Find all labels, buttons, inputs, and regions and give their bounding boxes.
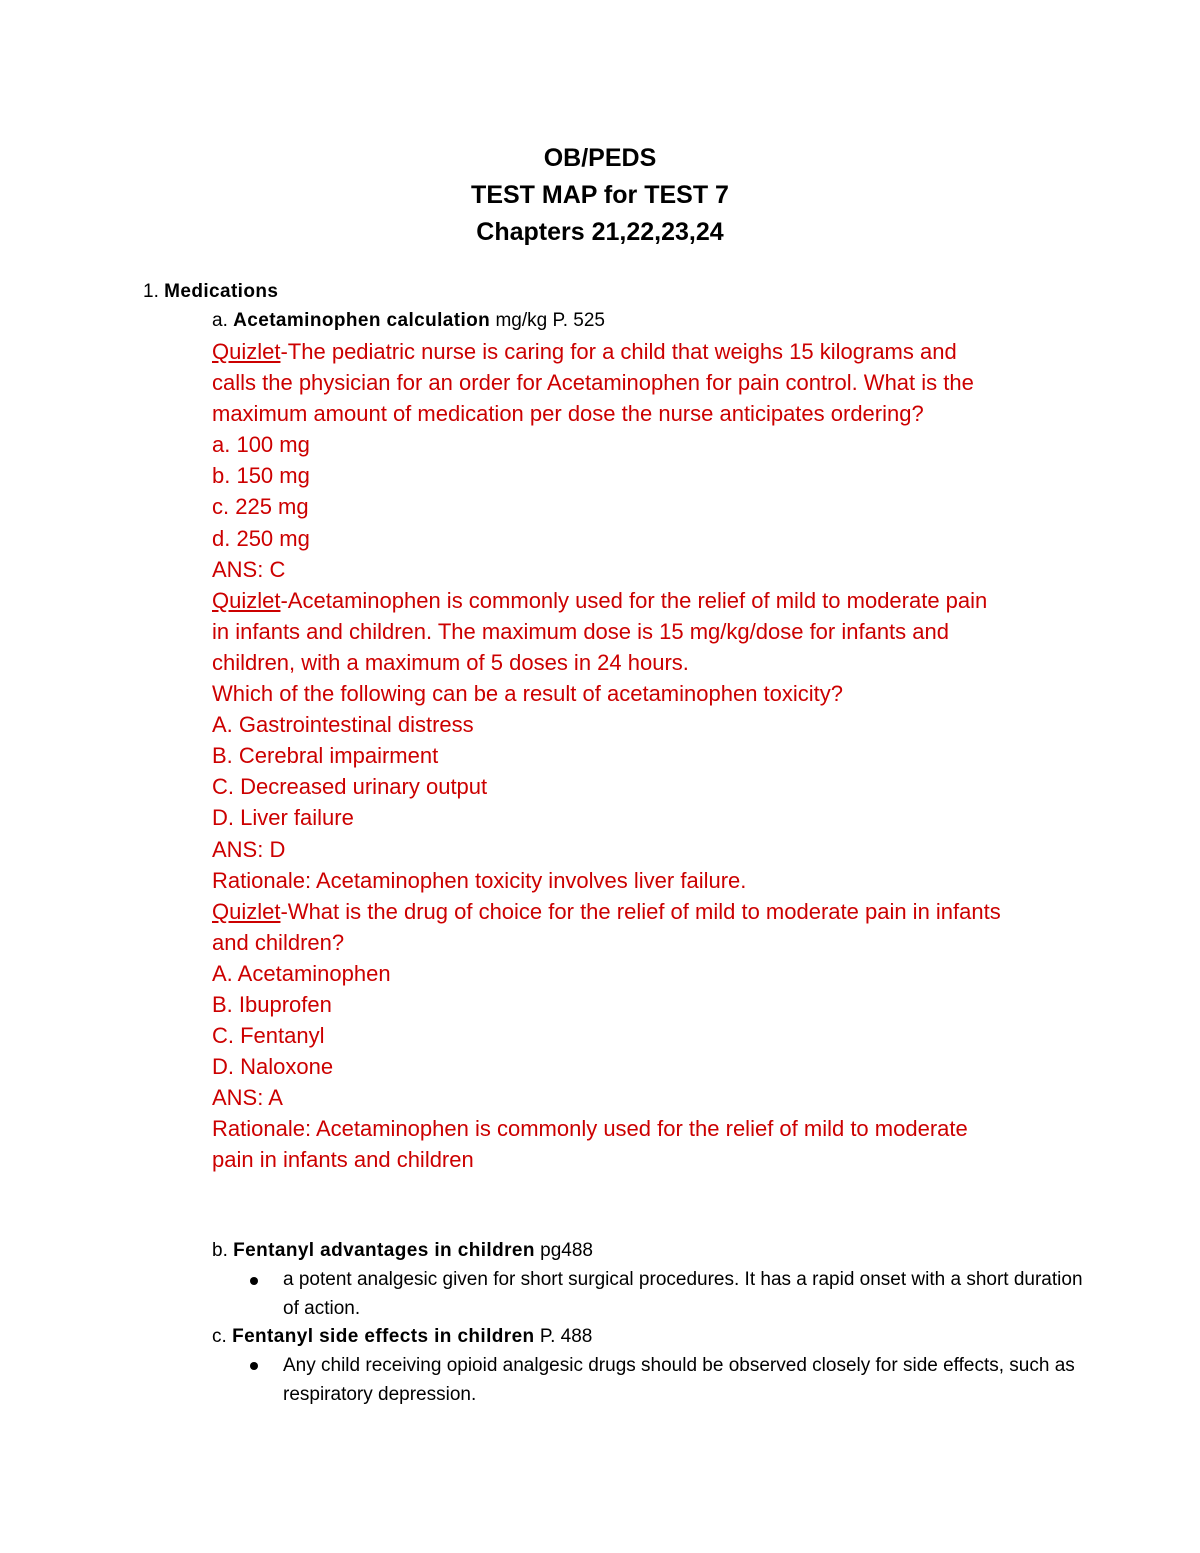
doc-subtitle: TEST MAP for TEST 7 (471, 181, 729, 209)
quiz4-line2: and children? (212, 929, 345, 955)
quiz1-option-d: d. 250 mg (212, 525, 310, 551)
quiz3-question: Which of the following can be a result of acetaminophen toxicity? (212, 681, 844, 707)
item-c-heading (212, 1325, 592, 1349)
item-a-heading (212, 309, 605, 333)
quiz2-line2: in infants and children. The maximum dose is 15 mg/kg/dose for infants and (212, 618, 949, 644)
bullet-dot (250, 1277, 258, 1285)
section-number: 1. (143, 281, 159, 302)
quiz2-line1: Quizlet-Acetaminophen is commonly used for the relief of mild to moderate pain (212, 587, 988, 613)
quizlet-link: Quizlet (212, 339, 281, 364)
quiz4-option-c: C. Fentanyl (212, 1023, 325, 1049)
quiz3-rationale: Rationale: Acetaminophen toxicity involves liver failure. (212, 867, 747, 893)
quiz4-option-a: A. Acetaminophen (212, 960, 391, 986)
item-c-suffix: P. 488 (539, 1326, 593, 1347)
bullet-dot (250, 1362, 258, 1370)
quizlet-notes (212, 336, 1092, 1176)
quiz3-option-c: C. Decreased urinary output (212, 774, 488, 800)
item-b-letter: b. (212, 1240, 228, 1261)
quiz4-rationale-line2: pain in infants and children (212, 1147, 474, 1173)
quiz3-option-a: A. Gastrointestinal distress (212, 712, 474, 738)
quiz4-line1: Quizlet-What is the drug of choice for the relief of mild to moderate pain in infants (212, 898, 1001, 924)
quiz1-answer: ANS: C (212, 556, 286, 582)
doc-chapters: Chapters 21,22,23,24 (476, 218, 724, 246)
item-a-letter: a. (212, 310, 228, 331)
item-c-letter: c. (212, 1326, 227, 1347)
quizlet-link: Quizlet (212, 587, 281, 613)
item-a-suffix: mg/kg P. 525 (495, 310, 605, 331)
quiz3-option-d: D. Liver failure (212, 805, 354, 831)
quiz1-option-a: a. 100 mg (212, 432, 310, 458)
section-medications (143, 280, 278, 304)
quiz3-answer: ANS: D (212, 836, 286, 862)
item-a-label: Acetaminophen calculation (233, 310, 491, 331)
quiz1-line1: Quizlet-The pediatric nurse is caring for a child that weighs 15 kilograms and (212, 339, 957, 364)
item-c-label: Fentanyl side effects in children (232, 1326, 535, 1347)
quiz1-option-c: c. 225 mg (212, 494, 309, 520)
doc-title: OB/PEDS (543, 144, 657, 172)
item-b-bullet-text: a potent analgesic given for short surgical procedures. It has a rapid onset with a short duration of action. (283, 1269, 1083, 1319)
item-b-suffix: pg488 (540, 1240, 593, 1261)
quiz1-line2: calls the physician for an order for Acetaminophen for pain control. What is the (212, 370, 974, 396)
quiz3-option-b: B. Cerebral impairment (212, 743, 439, 769)
quiz4-option-d: D. Naloxone (212, 1054, 334, 1080)
section-label: Medications (164, 281, 279, 302)
quizlet-link: Quizlet (212, 898, 281, 924)
quiz1-option-b: b. 150 mg (212, 463, 310, 489)
quiz1-line3: maximum amount of medication per dose the nurse anticipates ordering? (212, 401, 924, 427)
quiz4-answer: ANS: A (212, 1085, 283, 1111)
item-b-heading (212, 1239, 593, 1263)
quiz4-option-b: B. Ibuprofen (212, 991, 332, 1017)
quiz4-rationale-line1: Rationale: Acetaminophen is commonly used for the relief of mild to moderate (212, 1116, 968, 1142)
item-c-bullet-text: Any child receiving opioid analgesic drugs should be observed closely for side effects, such as respiratory depression. (283, 1355, 1075, 1405)
quiz2-line3: children, with a maximum of 5 doses in 24 hours. (212, 649, 689, 675)
item-b-label: Fentanyl advantages in children (233, 1240, 535, 1261)
